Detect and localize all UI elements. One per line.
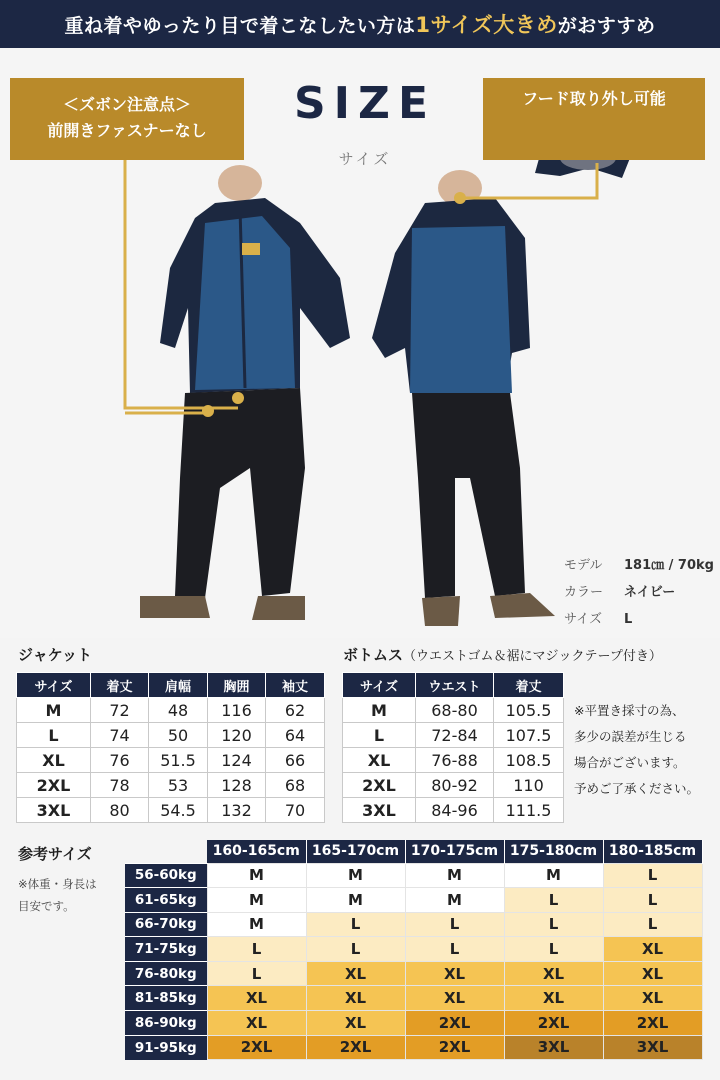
reference-size-table — [125, 840, 703, 1060]
reference-size-cell: L — [405, 937, 504, 962]
corner-cell — [125, 840, 207, 863]
height-header: 170-175cm — [405, 840, 504, 863]
table-cell: 64 — [266, 723, 325, 748]
model-value: 181㎝ / 70kg — [624, 558, 714, 573]
pants-note-callout — [10, 78, 244, 160]
jacket-header: 袖丈 — [266, 673, 325, 698]
pants-note-heading: ＜ズボン注意点＞ — [62, 95, 191, 114]
table-cell: XL — [343, 748, 416, 773]
jacket-header-row — [17, 673, 325, 698]
reference-size-cell: M — [405, 888, 504, 913]
table-cell: 116 — [208, 698, 266, 723]
table-cell: 105.5 — [494, 698, 564, 723]
reference-size-cell: L — [207, 961, 306, 986]
reference-size-cell: L — [603, 912, 702, 937]
pants-note-text: 前開きファスナーなし — [47, 121, 207, 140]
table-cell: XL — [17, 748, 91, 773]
page-title: SIZE — [293, 78, 437, 129]
table-cell: L — [17, 723, 91, 748]
table-row — [17, 698, 325, 723]
reference-size-cell: 3XL — [603, 1035, 702, 1060]
jacket-header: 着丈 — [91, 673, 149, 698]
reference-size-cell: XL — [504, 961, 603, 986]
weight-row — [125, 888, 702, 913]
table-cell: 51.5 — [149, 748, 208, 773]
table-cell: 68 — [266, 773, 325, 798]
bottoms-header: 着丈 — [494, 673, 564, 698]
weight-row — [125, 1035, 702, 1060]
table-cell: 62 — [266, 698, 325, 723]
reference-title: 参考サイズ — [18, 845, 92, 863]
reference-note-line: 目安です。 — [18, 899, 75, 913]
bottoms-header: サイズ — [343, 673, 416, 698]
height-header: 160-165cm — [207, 840, 306, 863]
bottoms-title — [343, 644, 662, 665]
reference-size-cell: XL — [603, 961, 702, 986]
table-cell: 74 — [91, 723, 149, 748]
model-info — [564, 552, 714, 633]
reference-size-cell: L — [405, 912, 504, 937]
disclaimer-line: 予めご了承ください。 — [574, 781, 700, 796]
table-row — [343, 798, 564, 823]
weight-row — [125, 1011, 702, 1036]
reference-note — [18, 873, 122, 917]
reference-size-cell: XL — [504, 986, 603, 1011]
reference-size-cell: 2XL — [306, 1035, 405, 1060]
bottoms-header-row — [343, 673, 564, 698]
weight-row — [125, 937, 702, 962]
reference-size-cell: XL — [603, 937, 702, 962]
jacket-size-table — [16, 672, 325, 823]
weight-row — [125, 986, 702, 1011]
reference-size-cell: 2XL — [504, 1011, 603, 1036]
reference-size-cell: XL — [207, 1011, 306, 1036]
weight-header: 91-95kg — [125, 1035, 207, 1060]
size-value: L — [624, 612, 633, 627]
table-row — [343, 698, 564, 723]
weight-header: 86-90kg — [125, 1011, 207, 1036]
reference-size-cell: M — [207, 863, 306, 888]
disclaimer-line: ※平置き採寸の為、 — [574, 703, 685, 718]
table-cell: 48 — [149, 698, 208, 723]
reference-size-cell: XL — [207, 986, 306, 1011]
top-banner — [0, 0, 720, 48]
table-cell: 76 — [91, 748, 149, 773]
hood-note-callout — [483, 78, 705, 160]
weight-header: 71-75kg — [125, 937, 207, 962]
reference-size-cell: 2XL — [405, 1035, 504, 1060]
color-label: カラー — [564, 585, 604, 600]
disclaimer-line: 場合がございます。 — [574, 755, 686, 770]
reference-size-cell: XL — [306, 1011, 405, 1036]
table-cell: 68-80 — [416, 698, 494, 723]
reference-size-cell: L — [504, 937, 603, 962]
table-cell: M — [343, 698, 416, 723]
weight-header: 76-80kg — [125, 961, 207, 986]
size-label: サイズ — [564, 612, 602, 627]
table-row — [17, 798, 325, 823]
table-cell: 3XL — [343, 798, 416, 823]
reference-size-cell: L — [306, 912, 405, 937]
banner-text-pre: 重ね着やゆったり目で着こなしたい方は — [64, 14, 416, 37]
weight-header: 81-85kg — [125, 986, 207, 1011]
table-cell: 72-84 — [416, 723, 494, 748]
model-label: モデル — [564, 558, 603, 573]
table-row — [343, 723, 564, 748]
reference-size-cell: XL — [603, 986, 702, 1011]
bottoms-title-text: ボトムス — [343, 646, 404, 664]
reference-size-cell: L — [603, 888, 702, 913]
bottoms-note: （ウエストゴム＆裾にマジックテープ付き） — [403, 649, 662, 664]
weight-header: 56-60kg — [125, 863, 207, 888]
table-cell: 78 — [91, 773, 149, 798]
back-model — [372, 170, 555, 626]
reference-size-cell: 2XL — [603, 1011, 702, 1036]
reference-size-cell: M — [405, 863, 504, 888]
table-row — [343, 748, 564, 773]
reference-size-cell: L — [504, 912, 603, 937]
table-cell: 80-92 — [416, 773, 494, 798]
table-cell: 72 — [91, 698, 149, 723]
table-row — [17, 723, 325, 748]
jacket-header: 肩幅 — [149, 673, 208, 698]
color-value: ネイビー — [624, 585, 676, 600]
weight-row — [125, 961, 702, 986]
reference-size-cell: L — [603, 863, 702, 888]
reference-size-cell: L — [306, 937, 405, 962]
bottoms-header: ウエスト — [416, 673, 494, 698]
weight-header: 61-65kg — [125, 888, 207, 913]
reference-size-cell: M — [306, 863, 405, 888]
reference-size-cell: 2XL — [405, 1011, 504, 1036]
table-cell: 128 — [208, 773, 266, 798]
table-cell: 111.5 — [494, 798, 564, 823]
reference-size-cell: XL — [405, 961, 504, 986]
table-cell: 2XL — [343, 773, 416, 798]
height-header: 175-180cm — [504, 840, 603, 863]
table-cell: L — [343, 723, 416, 748]
weight-header: 66-70kg — [125, 912, 207, 937]
table-cell: 80 — [91, 798, 149, 823]
weight-row — [125, 912, 702, 937]
table-cell: 132 — [208, 798, 266, 823]
height-header: 165-170cm — [306, 840, 405, 863]
table-row — [343, 773, 564, 798]
table-cell: 76-88 — [416, 748, 494, 773]
table-cell: 107.5 — [494, 723, 564, 748]
table-cell: 120 — [208, 723, 266, 748]
reference-size-cell: M — [306, 888, 405, 913]
reference-note-line: ※体重・身長は — [18, 877, 97, 891]
reference-size-cell: 2XL — [207, 1035, 306, 1060]
reference-size-cell: M — [504, 863, 603, 888]
jacket-header: 胸囲 — [208, 673, 266, 698]
table-cell: 50 — [149, 723, 208, 748]
banner-text-post: がおすすめ — [557, 14, 656, 37]
table-cell: 110 — [494, 773, 564, 798]
bottoms-size-table — [342, 672, 564, 823]
reference-size-cell: 3XL — [504, 1035, 603, 1060]
hood-note-text: フード取り外し可能 — [522, 89, 666, 108]
table-cell: 70 — [266, 798, 325, 823]
reference-size-cell: L — [504, 888, 603, 913]
measurement-disclaimer — [574, 698, 699, 802]
table-cell: 54.5 — [149, 798, 208, 823]
table-cell: 3XL — [17, 798, 91, 823]
table-row — [17, 773, 325, 798]
weight-row — [125, 863, 702, 888]
table-row — [17, 748, 325, 773]
jacket-title: ジャケット — [18, 646, 92, 664]
reference-size-cell: XL — [405, 986, 504, 1011]
table-cell: 124 — [208, 748, 266, 773]
table-cell: 53 — [149, 773, 208, 798]
reference-size-cell: M — [207, 888, 306, 913]
reference-size-cell: XL — [306, 986, 405, 1011]
page-subtitle: サイズ — [338, 150, 392, 168]
height-header-row — [125, 840, 702, 863]
reference-size-cell: M — [207, 912, 306, 937]
table-cell: 66 — [266, 748, 325, 773]
disclaimer-line: 多少の誤差が生じる — [574, 729, 687, 744]
reference-size-cell: XL — [306, 961, 405, 986]
jacket-header: サイズ — [17, 673, 91, 698]
table-cell: M — [17, 698, 91, 723]
front-model — [140, 165, 350, 620]
reference-size-cell: L — [207, 937, 306, 962]
height-header: 180-185cm — [603, 840, 702, 863]
table-cell: 108.5 — [494, 748, 564, 773]
table-cell: 84-96 — [416, 798, 494, 823]
table-cell: 2XL — [17, 773, 91, 798]
banner-highlight: 1サイズ大きめ — [415, 13, 558, 37]
